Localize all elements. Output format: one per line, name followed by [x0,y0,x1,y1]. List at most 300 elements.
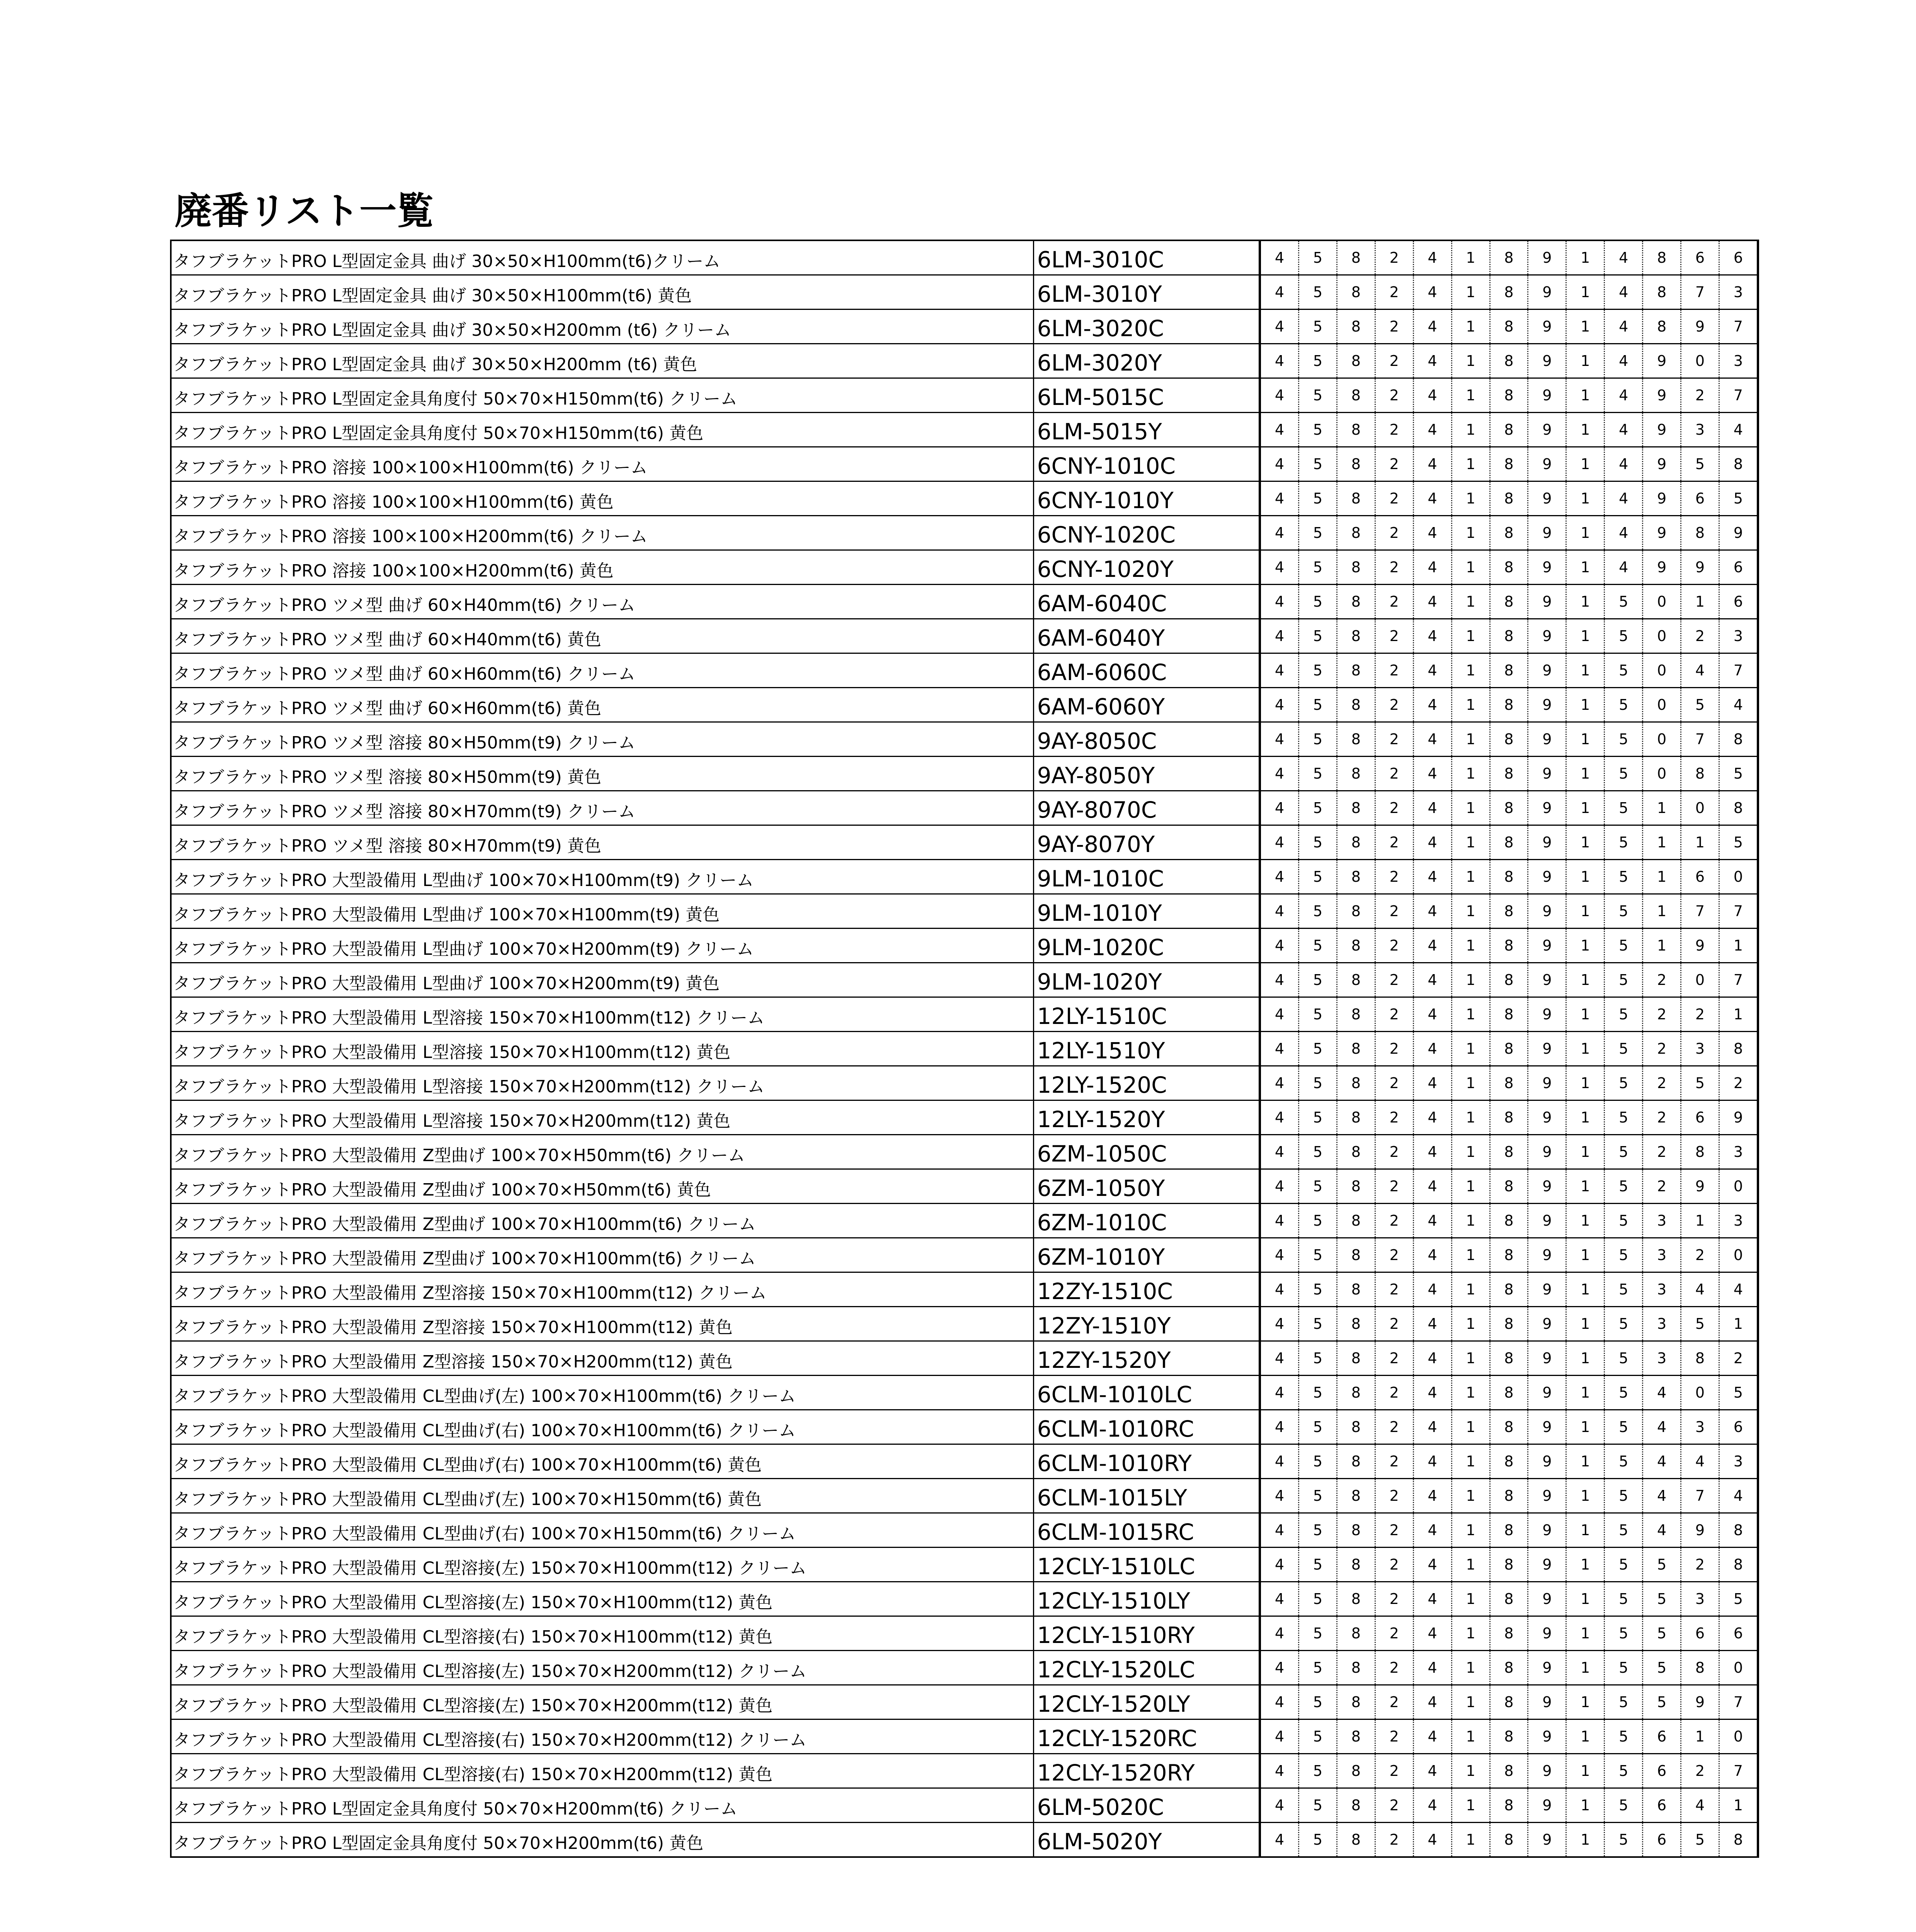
product-name: タフブラケットPRO 大型設備用 L型溶接 150×70×H200mm(t12) 黄色 [173,1111,731,1131]
table-row [171,722,1758,757]
product-name-cell [171,1582,1033,1616]
jan-digit-cell: 2 [1375,1032,1413,1066]
jan-digit-cell: 1 [1451,1513,1490,1548]
jan-digit-cell: 8 [1337,310,1375,344]
product-code: 6CNY-1010C [1037,453,1176,479]
jan-digit-cell: 4 [1413,1651,1451,1685]
jan-digit-cell: 9 [1528,791,1566,825]
table-row [171,860,1758,894]
jan-digit-cell: 8 [1337,688,1375,722]
jan-digit-cell: 9 [1528,1616,1566,1651]
product-name-cell [171,1238,1033,1272]
jan-digit-cell: 4 [1260,963,1298,997]
jan-digit-cell: 5 [1605,997,1643,1032]
jan-digit-cell: 5 [1298,1307,1337,1341]
jan-digit-cell: 4 [1260,275,1298,310]
jan-digit-cell: 1 [1643,929,1681,963]
product-code: 6LM-5015Y [1037,418,1162,445]
product-name-cell [171,1513,1033,1548]
jan-digit-cell: 6 [1643,1754,1681,1788]
product-name: タフブラケットPRO L型固定金具 曲げ 30×50×H200mm (t6) 黄色 [173,355,698,374]
table [170,240,1759,1858]
jan-digit-cell: 1 [1451,413,1490,447]
jan-digit-cell: 8 [1337,585,1375,619]
table-row [171,997,1758,1032]
jan-digit-cell: 2 [1375,1341,1413,1376]
jan-digit-cell: 3 [1681,1582,1719,1616]
jan-digit-cell: 8 [1719,791,1758,825]
jan-digit-cell: 5 [1298,1066,1337,1100]
jan-digit-cell: 5 [1605,860,1643,894]
jan-digit-cell: 9 [1528,1238,1566,1272]
product-name: タフブラケットPRO L型固定金具角度付 50×70×H150mm(t6) 黄色 [173,423,704,443]
product-name: タフブラケットPRO 大型設備用 Z型曲げ 100×70×H100mm(t6) クリーム [173,1214,756,1234]
jan-digit-cell: 8 [1337,1100,1375,1135]
jan-digit-cell: 5 [1605,1135,1643,1169]
jan-digit-cell: 2 [1375,1066,1413,1100]
jan-digit-cell: 8 [1490,1376,1528,1410]
jan-digit-cell: 7 [1681,722,1719,757]
jan-digit-cell: 1 [1566,481,1605,516]
jan-digit-cell: 4 [1260,1032,1298,1066]
jan-digit-cell: 2 [1375,1548,1413,1582]
jan-digit-cell: 2 [1375,757,1413,791]
product-code: 12CLY-1510LC [1037,1553,1195,1580]
jan-digit-cell: 4 [1413,275,1451,310]
product-name-cell [171,1341,1033,1376]
jan-digit-cell: 4 [1260,585,1298,619]
product-code: 6AM-6040C [1037,590,1167,617]
jan-digit-cell: 5 [1605,1788,1643,1823]
product-code: 6ZM-1010C [1037,1209,1167,1236]
product-code-cell [1033,240,1260,275]
jan-digit-cell: 5 [1298,1788,1337,1823]
product-name: タフブラケットPRO 大型設備用 CL型曲げ(左) 100×70×H150mm(t6) 黄色 [173,1490,762,1509]
product-name-cell [171,1685,1033,1719]
jan-digit-cell: 8 [1337,1582,1375,1616]
jan-digit-cell: 8 [1490,481,1528,516]
product-name: タフブラケットPRO L型固定金具角度付 50×70×H150mm(t6) クリーム [173,389,738,409]
jan-digit-cell: 9 [1528,1169,1566,1204]
product-name: タフブラケットPRO L型固定金具角度付 50×70×H200mm(t6) クリーム [173,1799,738,1819]
table-row [171,1651,1758,1685]
jan-digit-cell: 8 [1681,1341,1719,1376]
jan-digit-cell: 5 [1605,619,1643,653]
jan-digit-cell: 8 [1490,1616,1528,1651]
jan-digit-cell: 9 [1643,447,1681,481]
product-name: タフブラケットPRO ツメ型 曲げ 60×H60mm(t6) クリーム [173,664,635,684]
jan-digit-cell: 1 [1566,997,1605,1032]
jan-digit-cell: 8 [1337,240,1375,275]
jan-digit-cell: 4 [1413,860,1451,894]
jan-digit-cell: 4 [1413,757,1451,791]
jan-digit-cell: 1 [1566,1272,1605,1307]
jan-digit-cell: 4 [1719,1272,1758,1307]
jan-digit-cell: 8 [1490,791,1528,825]
product-name: タフブラケットPRO 大型設備用 CL型曲げ(右) 100×70×H150mm(t6) クリーム [173,1524,796,1544]
product-code-cell [1033,1685,1260,1719]
jan-digit-cell: 1 [1451,1651,1490,1685]
jan-digit-cell: 1 [1566,310,1605,344]
table-row [171,1272,1758,1307]
jan-digit-cell: 1 [1566,1685,1605,1719]
table-row [171,344,1758,378]
table-row [171,1479,1758,1513]
jan-digit-cell: 9 [1528,653,1566,688]
product-code-cell [1033,1135,1260,1169]
jan-digit-cell: 9 [1528,1788,1566,1823]
jan-digit-cell: 0 [1719,1719,1758,1754]
jan-digit-cell: 8 [1490,1307,1528,1341]
jan-digit-cell: 1 [1451,1788,1490,1823]
product-name-cell [171,1410,1033,1444]
product-name: タフブラケットPRO 溶接 100×100×H200mm(t6) 黄色 [173,561,614,581]
jan-digit-cell: 3 [1643,1307,1681,1341]
table-row [171,791,1758,825]
jan-digit-cell: 4 [1260,1341,1298,1376]
jan-digit-cell: 9 [1528,1307,1566,1341]
jan-digit-cell: 1 [1566,447,1605,481]
table-row [171,1376,1758,1410]
jan-digit-cell: 4 [1260,1788,1298,1823]
jan-digit-cell: 2 [1375,1238,1413,1272]
jan-digit-cell: 4 [1643,1376,1681,1410]
jan-digit-cell: 9 [1681,929,1719,963]
jan-digit-cell: 4 [1413,619,1451,653]
jan-digit-cell: 8 [1490,1135,1528,1169]
jan-digit-cell: 4 [1413,688,1451,722]
product-name-cell [171,1100,1033,1135]
jan-digit-cell: 8 [1490,1719,1528,1754]
jan-digit-cell: 1 [1566,1066,1605,1100]
jan-digit-cell: 2 [1681,378,1719,413]
table-row [171,481,1758,516]
jan-digit-cell: 7 [1719,310,1758,344]
jan-digit-cell: 5 [1298,653,1337,688]
table-row [171,757,1758,791]
jan-digit-cell: 1 [1719,1307,1758,1341]
table-row [171,1066,1758,1100]
jan-digit-cell: 8 [1337,929,1375,963]
jan-digit-cell: 8 [1643,310,1681,344]
jan-digit-cell: 9 [1528,550,1566,585]
product-code-cell [1033,1376,1260,1410]
jan-digit-cell: 4 [1413,722,1451,757]
table-row [171,1823,1758,1857]
jan-digit-cell: 3 [1719,1135,1758,1169]
product-code-cell [1033,481,1260,516]
jan-digit-cell: 8 [1719,447,1758,481]
jan-digit-cell: 5 [1605,1616,1643,1651]
jan-digit-cell: 1 [1451,1685,1490,1719]
jan-digit-cell: 4 [1413,516,1451,550]
jan-digit-cell: 8 [1337,378,1375,413]
product-code: 6ZM-1010Y [1037,1244,1165,1270]
jan-digit-cell: 5 [1298,550,1337,585]
jan-digit-cell: 5 [1298,1169,1337,1204]
jan-digit-cell: 4 [1413,1410,1451,1444]
product-code: 6CNY-1020Y [1037,556,1174,582]
jan-digit-cell: 1 [1681,1719,1719,1754]
product-name-cell [171,619,1033,653]
jan-digit-cell: 9 [1643,344,1681,378]
table-row [171,1032,1758,1066]
table-row [171,240,1758,275]
product-name: タフブラケットPRO 大型設備用 CL型溶接(右) 150×70×H100mm(t12) 黄色 [173,1627,773,1647]
product-code-cell [1033,653,1260,688]
product-code: 6CLM-1015LY [1037,1485,1187,1511]
jan-digit-cell: 5 [1298,344,1337,378]
jan-digit-cell: 5 [1643,1616,1681,1651]
product-name: タフブラケットPRO ツメ型 曲げ 60×H40mm(t6) クリーム [173,595,635,615]
jan-digit-cell: 5 [1605,1444,1643,1479]
product-code-cell [1033,344,1260,378]
product-name-cell [171,894,1033,929]
jan-digit-cell: 8 [1337,1479,1375,1513]
jan-digit-cell: 5 [1605,1685,1643,1719]
jan-digit-cell: 4 [1413,447,1451,481]
jan-digit-cell: 8 [1337,1616,1375,1651]
jan-digit-cell: 5 [1298,894,1337,929]
jan-digit-cell: 5 [1605,1032,1643,1066]
jan-digit-cell: 5 [1298,1135,1337,1169]
jan-digit-cell: 2 [1375,275,1413,310]
jan-digit-cell: 8 [1719,1548,1758,1582]
product-name: タフブラケットPRO L型固定金具 曲げ 30×50×H200mm (t6) クリーム [173,320,732,340]
jan-digit-cell: 2 [1375,344,1413,378]
product-code: 12LY-1520C [1037,1072,1167,1098]
jan-digit-cell: 1 [1566,1719,1605,1754]
jan-digit-cell: 1 [1719,929,1758,963]
jan-digit-cell: 5 [1298,1513,1337,1548]
jan-digit-cell: 7 [1719,894,1758,929]
jan-digit-cell: 1 [1451,688,1490,722]
product-code: 12CLY-1510LY [1037,1588,1190,1614]
jan-digit-cell: 8 [1490,310,1528,344]
jan-digit-cell: 2 [1681,1754,1719,1788]
jan-digit-cell: 4 [1413,1582,1451,1616]
jan-digit-cell: 8 [1490,929,1528,963]
jan-digit-cell: 4 [1260,1169,1298,1204]
jan-digit-cell: 5 [1605,1651,1643,1685]
jan-digit-cell: 1 [1566,1307,1605,1341]
jan-digit-cell: 1 [1566,1444,1605,1479]
jan-digit-cell: 9 [1528,275,1566,310]
table-row [171,447,1758,481]
jan-digit-cell: 8 [1490,1823,1528,1857]
product-name: タフブラケットPRO ツメ型 曲げ 60×H40mm(t6) 黄色 [173,630,601,650]
product-name: タフブラケットPRO L型固定金具角度付 50×70×H200mm(t6) 黄色 [173,1833,704,1853]
table-row [171,963,1758,997]
table-row [171,1548,1758,1582]
jan-digit-cell: 2 [1375,1376,1413,1410]
jan-digit-cell: 1 [1451,1823,1490,1857]
jan-digit-cell: 2 [1375,722,1413,757]
product-code: 6CLM-1015RC [1037,1519,1194,1545]
product-name-cell [171,550,1033,585]
jan-digit-cell: 2 [1375,825,1413,860]
jan-digit-cell: 1 [1566,825,1605,860]
jan-digit-cell: 8 [1681,516,1719,550]
jan-digit-cell: 8 [1490,1479,1528,1513]
jan-digit-cell: 8 [1490,1341,1528,1376]
product-name-cell [171,310,1033,344]
jan-digit-cell: 2 [1375,447,1413,481]
jan-digit-cell: 5 [1719,757,1758,791]
jan-digit-cell: 8 [1337,344,1375,378]
jan-digit-cell: 8 [1337,1066,1375,1100]
jan-digit-cell: 4 [1643,1513,1681,1548]
product-code-cell [1033,1238,1260,1272]
jan-digit-cell: 4 [1260,894,1298,929]
jan-digit-cell: 5 [1298,378,1337,413]
jan-digit-cell: 0 [1643,585,1681,619]
jan-digit-cell: 1 [1719,997,1758,1032]
jan-digit-cell: 5 [1605,1341,1643,1376]
table-row [171,894,1758,929]
jan-digit-cell: 8 [1337,481,1375,516]
jan-digit-cell: 9 [1528,722,1566,757]
jan-digit-cell: 2 [1375,1169,1413,1204]
product-name: タフブラケットPRO 大型設備用 Z型溶接 150×70×H100mm(t12) クリーム [173,1283,767,1303]
jan-digit-cell: 9 [1528,240,1566,275]
jan-digit-cell: 7 [1719,1685,1758,1719]
jan-digit-cell: 1 [1566,1204,1605,1238]
jan-digit-cell: 1 [1451,1032,1490,1066]
jan-digit-cell: 9 [1528,1135,1566,1169]
jan-digit-cell: 5 [1298,722,1337,757]
jan-digit-cell: 3 [1681,1032,1719,1066]
jan-digit-cell: 8 [1337,1410,1375,1444]
product-name-cell [171,997,1033,1032]
jan-digit-cell: 4 [1413,825,1451,860]
product-name-cell [171,929,1033,963]
jan-digit-cell: 9 [1528,1444,1566,1479]
jan-digit-cell: 8 [1719,1513,1758,1548]
jan-digit-cell: 4 [1260,1100,1298,1135]
jan-digit-cell: 5 [1298,1616,1337,1651]
jan-digit-cell: 1 [1451,1307,1490,1341]
product-name-cell [171,378,1033,413]
jan-digit-cell: 5 [1605,1238,1643,1272]
jan-digit-cell: 9 [1528,344,1566,378]
product-name: タフブラケットPRO ツメ型 溶接 80×H50mm(t9) 黄色 [173,767,601,787]
product-code-cell [1033,757,1260,791]
jan-digit-cell: 6 [1719,1410,1758,1444]
product-name-cell [171,1479,1033,1513]
jan-digit-cell: 9 [1528,1823,1566,1857]
jan-digit-cell: 0 [1719,1169,1758,1204]
product-code: 6ZM-1050C [1037,1141,1167,1167]
product-code: 9LM-1020Y [1037,969,1162,995]
jan-digit-cell: 8 [1490,1685,1528,1719]
jan-digit-cell: 2 [1375,310,1413,344]
product-name: タフブラケットPRO 大型設備用 L型溶接 150×70×H100mm(t12) クリーム [173,1008,765,1028]
jan-digit-cell: 5 [1605,1307,1643,1341]
jan-digit-cell: 5 [1681,688,1719,722]
jan-digit-cell: 1 [1566,275,1605,310]
product-code-cell [1033,1616,1260,1651]
product-name: タフブラケットPRO L型固定金具 曲げ 30×50×H100mm(t6)クリーム [173,252,721,271]
jan-digit-cell: 2 [1375,963,1413,997]
product-name-cell [171,1651,1033,1685]
jan-digit-cell: 2 [1375,619,1413,653]
product-code: 6AM-6060C [1037,659,1167,685]
jan-digit-cell: 5 [1605,963,1643,997]
jan-digit-cell: 4 [1413,1272,1451,1307]
jan-digit-cell: 2 [1681,619,1719,653]
product-code: 12LY-1510Y [1037,1037,1165,1064]
table-row [171,825,1758,860]
jan-digit-cell: 5 [1605,757,1643,791]
product-name: タフブラケットPRO 大型設備用 Z型曲げ 100×70×H100mm(t6) クリーム [173,1249,756,1269]
product-code-cell [1033,1341,1260,1376]
jan-digit-cell: 2 [1375,1788,1413,1823]
jan-digit-cell: 1 [1451,550,1490,585]
jan-digit-cell: 8 [1490,825,1528,860]
jan-digit-cell: 4 [1413,1376,1451,1410]
product-code-cell [1033,378,1260,413]
jan-digit-cell: 1 [1451,929,1490,963]
product-name: タフブラケットPRO 溶接 100×100×H100mm(t6) 黄色 [173,492,614,512]
jan-digit-cell: 8 [1490,550,1528,585]
jan-digit-cell: 8 [1490,1651,1528,1685]
product-name-cell [171,1272,1033,1307]
jan-digit-cell: 4 [1413,1754,1451,1788]
jan-digit-cell: 9 [1528,481,1566,516]
product-name: タフブラケットPRO 大型設備用 Z型溶接 150×70×H200mm(t12) 黄色 [173,1352,733,1372]
jan-digit-cell: 8 [1337,757,1375,791]
product-name: タフブラケットPRO 溶接 100×100×H200mm(t6) クリーム [173,527,648,546]
jan-digit-cell: 4 [1413,1685,1451,1719]
jan-digit-cell: 9 [1528,413,1566,447]
jan-digit-cell: 9 [1528,1204,1566,1238]
table-row [171,653,1758,688]
jan-digit-cell: 5 [1298,1238,1337,1272]
product-name: タフブラケットPRO ツメ型 溶接 80×H50mm(t9) クリーム [173,733,635,753]
product-code: 6AM-6060Y [1037,694,1165,720]
table-row [171,1685,1758,1719]
product-code: 6ZM-1050Y [1037,1175,1165,1201]
table-row [171,1444,1758,1479]
product-code: 6LM-3020C [1037,315,1164,342]
jan-digit-cell: 7 [1681,275,1719,310]
jan-digit-cell: 1 [1451,757,1490,791]
product-code-cell [1033,688,1260,722]
jan-digit-cell: 1 [1566,1135,1605,1169]
jan-digit-cell: 9 [1719,1100,1758,1135]
table-body [171,240,1758,1857]
product-code-cell [1033,310,1260,344]
jan-digit-cell: 8 [1337,1307,1375,1341]
product-code: 12CLY-1510RY [1037,1622,1195,1648]
jan-digit-cell: 4 [1260,1444,1298,1479]
product-code-cell [1033,894,1260,929]
jan-digit-cell: 8 [1490,1513,1528,1548]
jan-digit-cell: 8 [1337,1169,1375,1204]
jan-digit-cell: 8 [1490,1548,1528,1582]
jan-digit-cell: 5 [1605,1272,1643,1307]
jan-digit-cell: 0 [1681,791,1719,825]
jan-digit-cell: 5 [1681,1823,1719,1857]
jan-digit-cell: 1 [1566,1032,1605,1066]
jan-digit-cell: 4 [1260,1823,1298,1857]
jan-digit-cell: 4 [1605,344,1643,378]
jan-digit-cell: 1 [1451,619,1490,653]
jan-digit-cell: 4 [1260,481,1298,516]
jan-digit-cell: 8 [1337,825,1375,860]
table-row [171,413,1758,447]
